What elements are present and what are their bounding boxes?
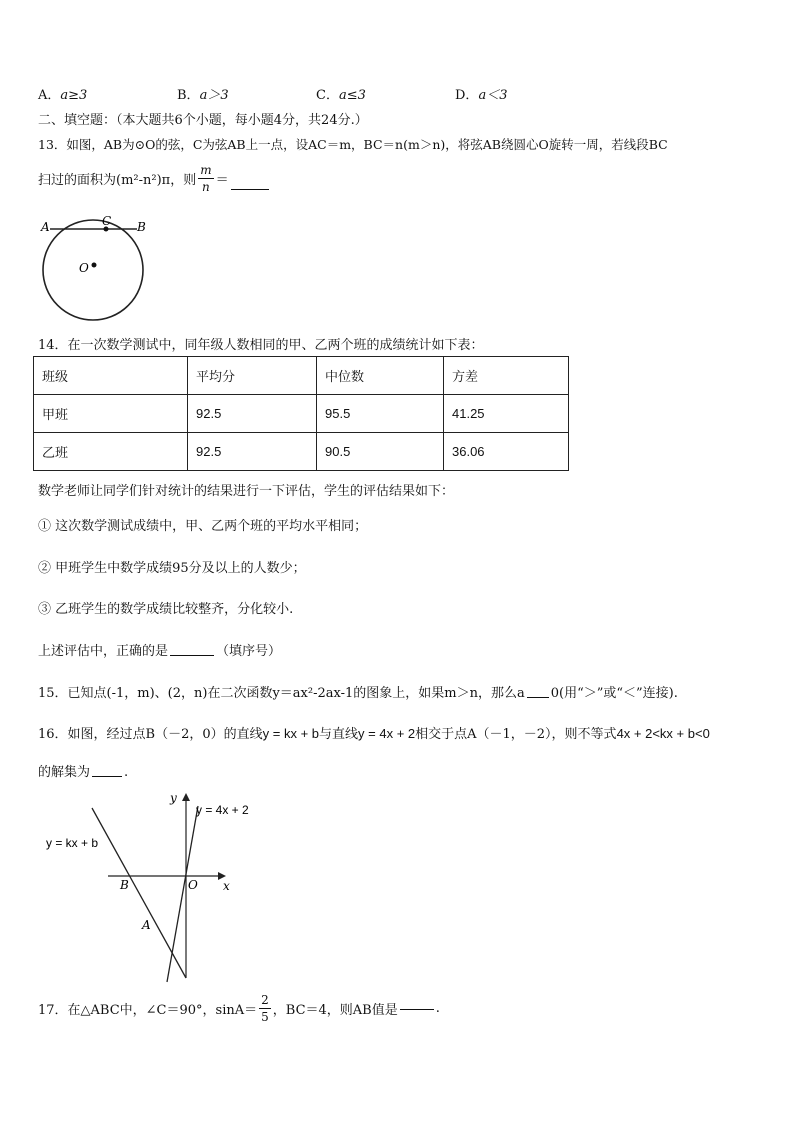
line-kx-plus-b (92, 808, 186, 978)
answer-blank[interactable] (92, 775, 122, 777)
q14-item-3: ③ 乙班学生的数学成绩比较整齐，分化较小. (38, 602, 294, 617)
q14-question-note: （填序号） (216, 644, 282, 659)
q14-after-table: 数学老师让同学们针对统计的结果进行一下评估，学生的评估结果如下： (38, 484, 455, 499)
label-o: O (79, 261, 89, 275)
q12-option-b (177, 84, 229, 103)
line-4x-plus-2 (167, 806, 198, 982)
option-math: a≥3 (60, 88, 88, 103)
label-a: A (41, 220, 50, 234)
table-row (34, 433, 569, 471)
q12-option-d (455, 84, 507, 103)
table-cell: 甲班 (34, 395, 188, 433)
table-header-row (34, 357, 569, 395)
answer-blank[interactable] (527, 696, 549, 698)
option-letter: C． (316, 88, 339, 103)
q15-suffix: 0(用“＞”或“＜”连接). (550, 686, 678, 701)
q14-item-2: ② 甲班学生中数学成绩95分及以上的人数少； (38, 561, 306, 576)
table-cell: 乙班 (34, 433, 188, 471)
label-eq-4x: y = 4x + 2 (196, 803, 249, 817)
q16-text-a: 16．如图，经过点B（－2，0）的直线 (38, 727, 263, 742)
q13-line2 (38, 164, 271, 193)
fraction-numerator: m (200, 163, 212, 177)
q17-period: . (435, 1001, 440, 1016)
option-letter: B． (177, 88, 200, 103)
q16-solution-text: 的解集为 (38, 765, 91, 780)
q15-line (38, 682, 678, 701)
q15-text: 15．已知点(-1，m)、(2，n)在二次函数y＝ax²-2ax-1的图象上，如果m＞n，那么a (38, 686, 525, 701)
header-cell: 班级 (34, 357, 188, 395)
q16-graph-figure (40, 790, 270, 990)
y-axis-arrow (182, 793, 190, 801)
q16-eq-4x: y = 4x + 2 (358, 726, 416, 741)
q14-question-text: 上述评估中，正确的是 (38, 644, 169, 659)
option-math: a≤3 (338, 88, 366, 103)
q16-text-c: 相交于点A（－1，－2），则不等式 (415, 727, 617, 742)
label-eq-kx: y = kx + b (46, 836, 99, 850)
label-o: O (188, 878, 198, 892)
q14-intro: 14．在一次数学测试中，同年级人数相同的甲、乙两个班的成绩统计如下表： (38, 338, 484, 353)
fraction-denominator: n (202, 180, 210, 194)
q17-line (38, 994, 440, 1023)
q16-period: . (124, 765, 129, 780)
q13-equals: ＝ (215, 173, 229, 188)
q13-area-text: 扫过的面积为(m²-n²)π，则 (38, 173, 197, 188)
circle-o (43, 220, 143, 320)
q13-circle-figure (36, 212, 166, 322)
q12-option-c (316, 84, 366, 103)
point-o (92, 263, 97, 268)
q14-question (38, 640, 281, 659)
fraction-numerator: 2 (261, 993, 269, 1007)
q13-line1: 13．如图，AB为⊙O的弦，C为弦AB上一点，设AC＝m，BC＝n(m＞n)，将弦AB绕圆心O旋转一周，若线段BC (38, 137, 668, 152)
label-y-axis: y (170, 791, 177, 805)
score-table (33, 356, 569, 471)
table-cell: 92.5 (188, 433, 317, 471)
table-cell: 36.06 (444, 433, 569, 471)
q17-fraction (259, 994, 271, 1023)
table-row (34, 395, 569, 433)
q12-option-a (38, 84, 87, 103)
label-a: A (142, 918, 151, 932)
q16-eq-kx: y = kx + b (262, 726, 320, 741)
table-cell: 90.5 (317, 433, 444, 471)
table-cell: 95.5 (317, 395, 444, 433)
table-cell: 41.25 (444, 395, 569, 433)
q17-text: 17．在△ABC中，∠C＝90°，sinA＝ (38, 1003, 258, 1018)
option-letter: A． (38, 88, 61, 103)
label-b: B (137, 220, 146, 234)
section-header: 二、填空题：（本大题共6个小题，每小题4分，共24分.） (38, 113, 368, 128)
q16-line1 (38, 723, 710, 742)
fraction-denominator: 5 (261, 1010, 269, 1024)
answer-blank[interactable] (170, 654, 214, 656)
option-letter: D． (455, 88, 479, 103)
label-b: B (120, 878, 129, 892)
q16-inequality: 4x + 2<kx + b<0 (616, 726, 710, 741)
table-cell: 92.5 (188, 395, 317, 433)
header-cell: 方差 (444, 357, 569, 395)
q14-item-1: ① 这次数学测试成绩中，甲、乙两个班的平均水平相同； (38, 519, 368, 534)
q16-line2 (38, 761, 128, 780)
label-x-axis: x (223, 879, 230, 893)
option-math: a＜3 (478, 88, 508, 103)
header-cell: 平均分 (188, 357, 317, 395)
q16-text-b: 与直线 (319, 727, 359, 742)
answer-blank[interactable] (231, 188, 269, 190)
q13-fraction (198, 164, 213, 193)
label-c: C (102, 214, 112, 228)
header-cell: 中位数 (317, 357, 444, 395)
q17-text-b: ，BC＝4，则AB值是 (272, 1003, 398, 1018)
option-math: a＞3 (199, 88, 229, 103)
answer-blank[interactable] (400, 1008, 434, 1010)
